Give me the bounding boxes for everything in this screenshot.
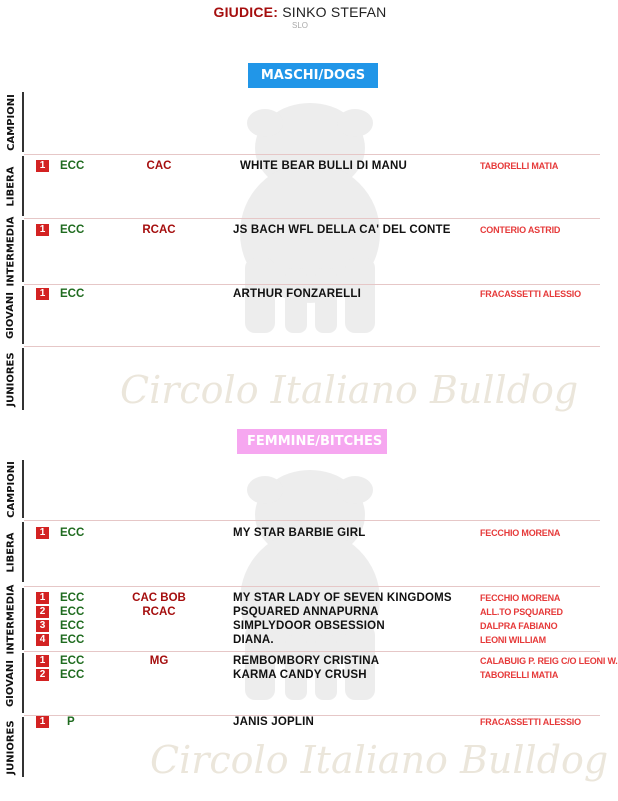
entry-row bbox=[0, 288, 600, 302]
divider bbox=[24, 218, 600, 219]
dog-name: KARMA CANDY CRUSH bbox=[233, 669, 367, 681]
dog-name: SIMPLYDOOR OBSESSION bbox=[233, 620, 385, 632]
owner-name: TABORELLI MATIA bbox=[480, 670, 559, 680]
qualification: ECC bbox=[60, 592, 85, 604]
divider bbox=[24, 346, 600, 347]
dog-name: WHITE BEAR BULLI DI MANU bbox=[240, 160, 408, 172]
owner-name: TABORELLI MATIA bbox=[480, 161, 559, 171]
dog-name: MY STAR LADY OF SEVEN KINGDOMS bbox=[233, 592, 452, 604]
place-badge: 1 bbox=[36, 716, 49, 728]
place-badge: 1 bbox=[36, 160, 49, 172]
class-label-text: CAMPIONI bbox=[5, 460, 17, 518]
dog-name: ARTHUR FONZARELLI bbox=[233, 288, 361, 300]
place-badge: 3 bbox=[36, 620, 49, 632]
entry-row bbox=[0, 160, 600, 174]
judge-name: SINKO STEFAN bbox=[282, 4, 387, 20]
entry-row bbox=[0, 592, 600, 606]
dog-name: JANIS JOPLIN bbox=[233, 716, 315, 728]
judge-label: GIUDICE: bbox=[213, 4, 279, 20]
owner-name: DALPRA FABIANO bbox=[480, 621, 558, 631]
entry-row bbox=[0, 620, 600, 634]
qualification: ECC bbox=[60, 160, 85, 172]
entry-row bbox=[0, 224, 600, 238]
owner-name: FECCHIO MORENA bbox=[480, 528, 561, 538]
owner-name: FRACASSETTI ALESSIO bbox=[480, 289, 581, 299]
class-label-juniores-dogs bbox=[0, 348, 24, 410]
dog-name: REMBOMBORY CRISTINA bbox=[233, 655, 380, 667]
award-title: CAC BOB bbox=[132, 592, 186, 604]
award-title: RCAC bbox=[142, 606, 176, 618]
place-badge: 1 bbox=[36, 224, 49, 236]
class-label-campioni-bitches bbox=[0, 460, 24, 518]
dog-name: JS BACH WFL DELLA CA' DEL CONTE bbox=[233, 224, 451, 236]
place-badge: 4 bbox=[36, 634, 49, 646]
qualification: ECC bbox=[60, 634, 85, 646]
divider bbox=[24, 284, 600, 285]
entry-row bbox=[0, 669, 600, 683]
qualification: ECC bbox=[60, 224, 85, 236]
class-label-text: JUNIORES bbox=[5, 719, 17, 775]
dog-name: DIANA. bbox=[233, 634, 274, 646]
place-badge: 1 bbox=[36, 288, 49, 300]
club-watermark-text: Circolo Italiano Bulldog bbox=[120, 368, 579, 412]
class-label-text: CAMPIONI bbox=[5, 93, 17, 151]
entry-row bbox=[0, 606, 600, 620]
place-badge: 1 bbox=[36, 592, 49, 604]
owner-name: ALL.TO PSQUARED bbox=[480, 607, 563, 617]
class-label-text: GIOVANI bbox=[5, 291, 17, 339]
judge-line bbox=[0, 4, 600, 20]
divider bbox=[24, 651, 600, 652]
entry-row bbox=[0, 716, 600, 730]
place-badge: 2 bbox=[36, 669, 49, 681]
qualification: ECC bbox=[60, 620, 85, 632]
club-watermark-text-2: Circolo Italiano Bulldog bbox=[150, 738, 609, 782]
owner-name: FRACASSETTI ALESSIO bbox=[480, 717, 581, 727]
bitches-section-title: FEMMINE/BITCHES bbox=[237, 429, 387, 454]
award-title: RCAC bbox=[142, 224, 176, 236]
owner-name: CONTERIO ASTRID bbox=[480, 225, 561, 235]
divider bbox=[24, 154, 600, 155]
owner-name: FECCHIO MORENA bbox=[480, 593, 561, 603]
class-label-text: LIBERA bbox=[5, 532, 17, 572]
class-label-text: JUNIORES bbox=[5, 351, 17, 407]
dogs-section-title: MASCHI/DOGS bbox=[248, 63, 378, 88]
qualification: ECC bbox=[60, 655, 85, 667]
entry-row bbox=[0, 527, 600, 541]
qualification: P bbox=[67, 716, 75, 728]
judge-header bbox=[0, 4, 600, 30]
class-label-campioni-dogs bbox=[0, 92, 24, 152]
owner-name: LEONI WILLIAM bbox=[480, 635, 546, 645]
judge-country: SLO bbox=[291, 21, 308, 30]
dog-name: MY STAR BARBIE GIRL bbox=[233, 527, 366, 539]
class-label-text: GIOVANI bbox=[5, 659, 17, 707]
qualification: ECC bbox=[60, 669, 85, 681]
place-badge: 2 bbox=[36, 606, 49, 618]
place-badge: 1 bbox=[36, 527, 49, 539]
divider bbox=[24, 520, 600, 521]
entry-row bbox=[0, 634, 600, 648]
place-badge: 1 bbox=[36, 655, 49, 667]
dog-name: PSQUARED ANNAPURNA bbox=[233, 606, 379, 618]
class-label-text: INTERMEDIA bbox=[5, 584, 17, 654]
divider bbox=[24, 586, 600, 587]
class-label-text: LIBERA bbox=[5, 166, 17, 206]
entry-row bbox=[0, 655, 618, 669]
award-title: CAC bbox=[146, 160, 172, 172]
class-label-text: INTERMEDIA bbox=[5, 216, 17, 286]
qualification: ECC bbox=[60, 288, 85, 300]
owner-name: CALABUIG P. REIG C/O LEONI W. bbox=[480, 656, 618, 666]
award-title: MG bbox=[149, 655, 169, 667]
qualification: ECC bbox=[60, 606, 85, 618]
qualification: ECC bbox=[60, 527, 85, 539]
